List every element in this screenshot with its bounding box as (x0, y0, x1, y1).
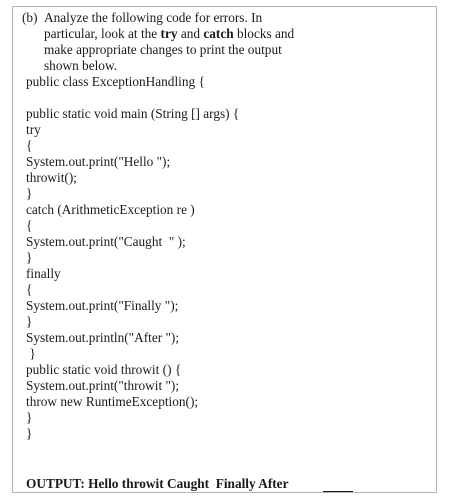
code-line: throwit(); (26, 170, 77, 185)
intro-line-2-c: blocks and (233, 26, 295, 41)
output-underline (323, 491, 353, 492)
code-line: { (26, 218, 33, 233)
code-line: } (26, 314, 33, 329)
code-line: { (26, 282, 33, 297)
intro-line-2-b: and (177, 26, 204, 41)
code-line: catch (ArithmeticException re ) (26, 202, 195, 217)
code-line: System.out.print("Hello "); (26, 154, 171, 169)
code-line: } (26, 410, 33, 425)
code-line: } (26, 426, 33, 441)
intro-line-1: Analyze the following code for errors. In (44, 10, 263, 25)
intro-line-2 (44, 26, 294, 42)
code-line: try (26, 122, 41, 137)
code-line: System.out.println("After "); (26, 330, 180, 345)
code-line: public static void main (String [] args) { (26, 106, 240, 121)
intro-line-2-a: particular, look at the (44, 26, 161, 41)
code-line: System.out.print("Caught " ); (26, 234, 186, 249)
code-line: System.out.print("throwit "); (26, 378, 180, 393)
code-line: { (26, 138, 33, 153)
code-line: } (26, 250, 33, 265)
code-line: System.out.print("Finally "); (26, 298, 179, 313)
code-line: } (26, 186, 33, 201)
intro-line-4: shown below. (44, 58, 118, 73)
code-line: public static void throwit () { (26, 362, 182, 377)
code-line: throw new RuntimeException(); (26, 394, 199, 409)
code-line: finally (26, 266, 61, 281)
keyword-try: try (160, 26, 178, 41)
part-label: (b) (22, 10, 38, 25)
keyword-catch: catch (203, 26, 234, 41)
code-line: public class ExceptionHandling { (26, 74, 205, 89)
intro-line-3: make appropriate changes to print the output (44, 42, 282, 57)
expected-output: OUTPUT: Hello throwit Caught Finally After (26, 476, 289, 491)
code-line: } (26, 346, 36, 361)
